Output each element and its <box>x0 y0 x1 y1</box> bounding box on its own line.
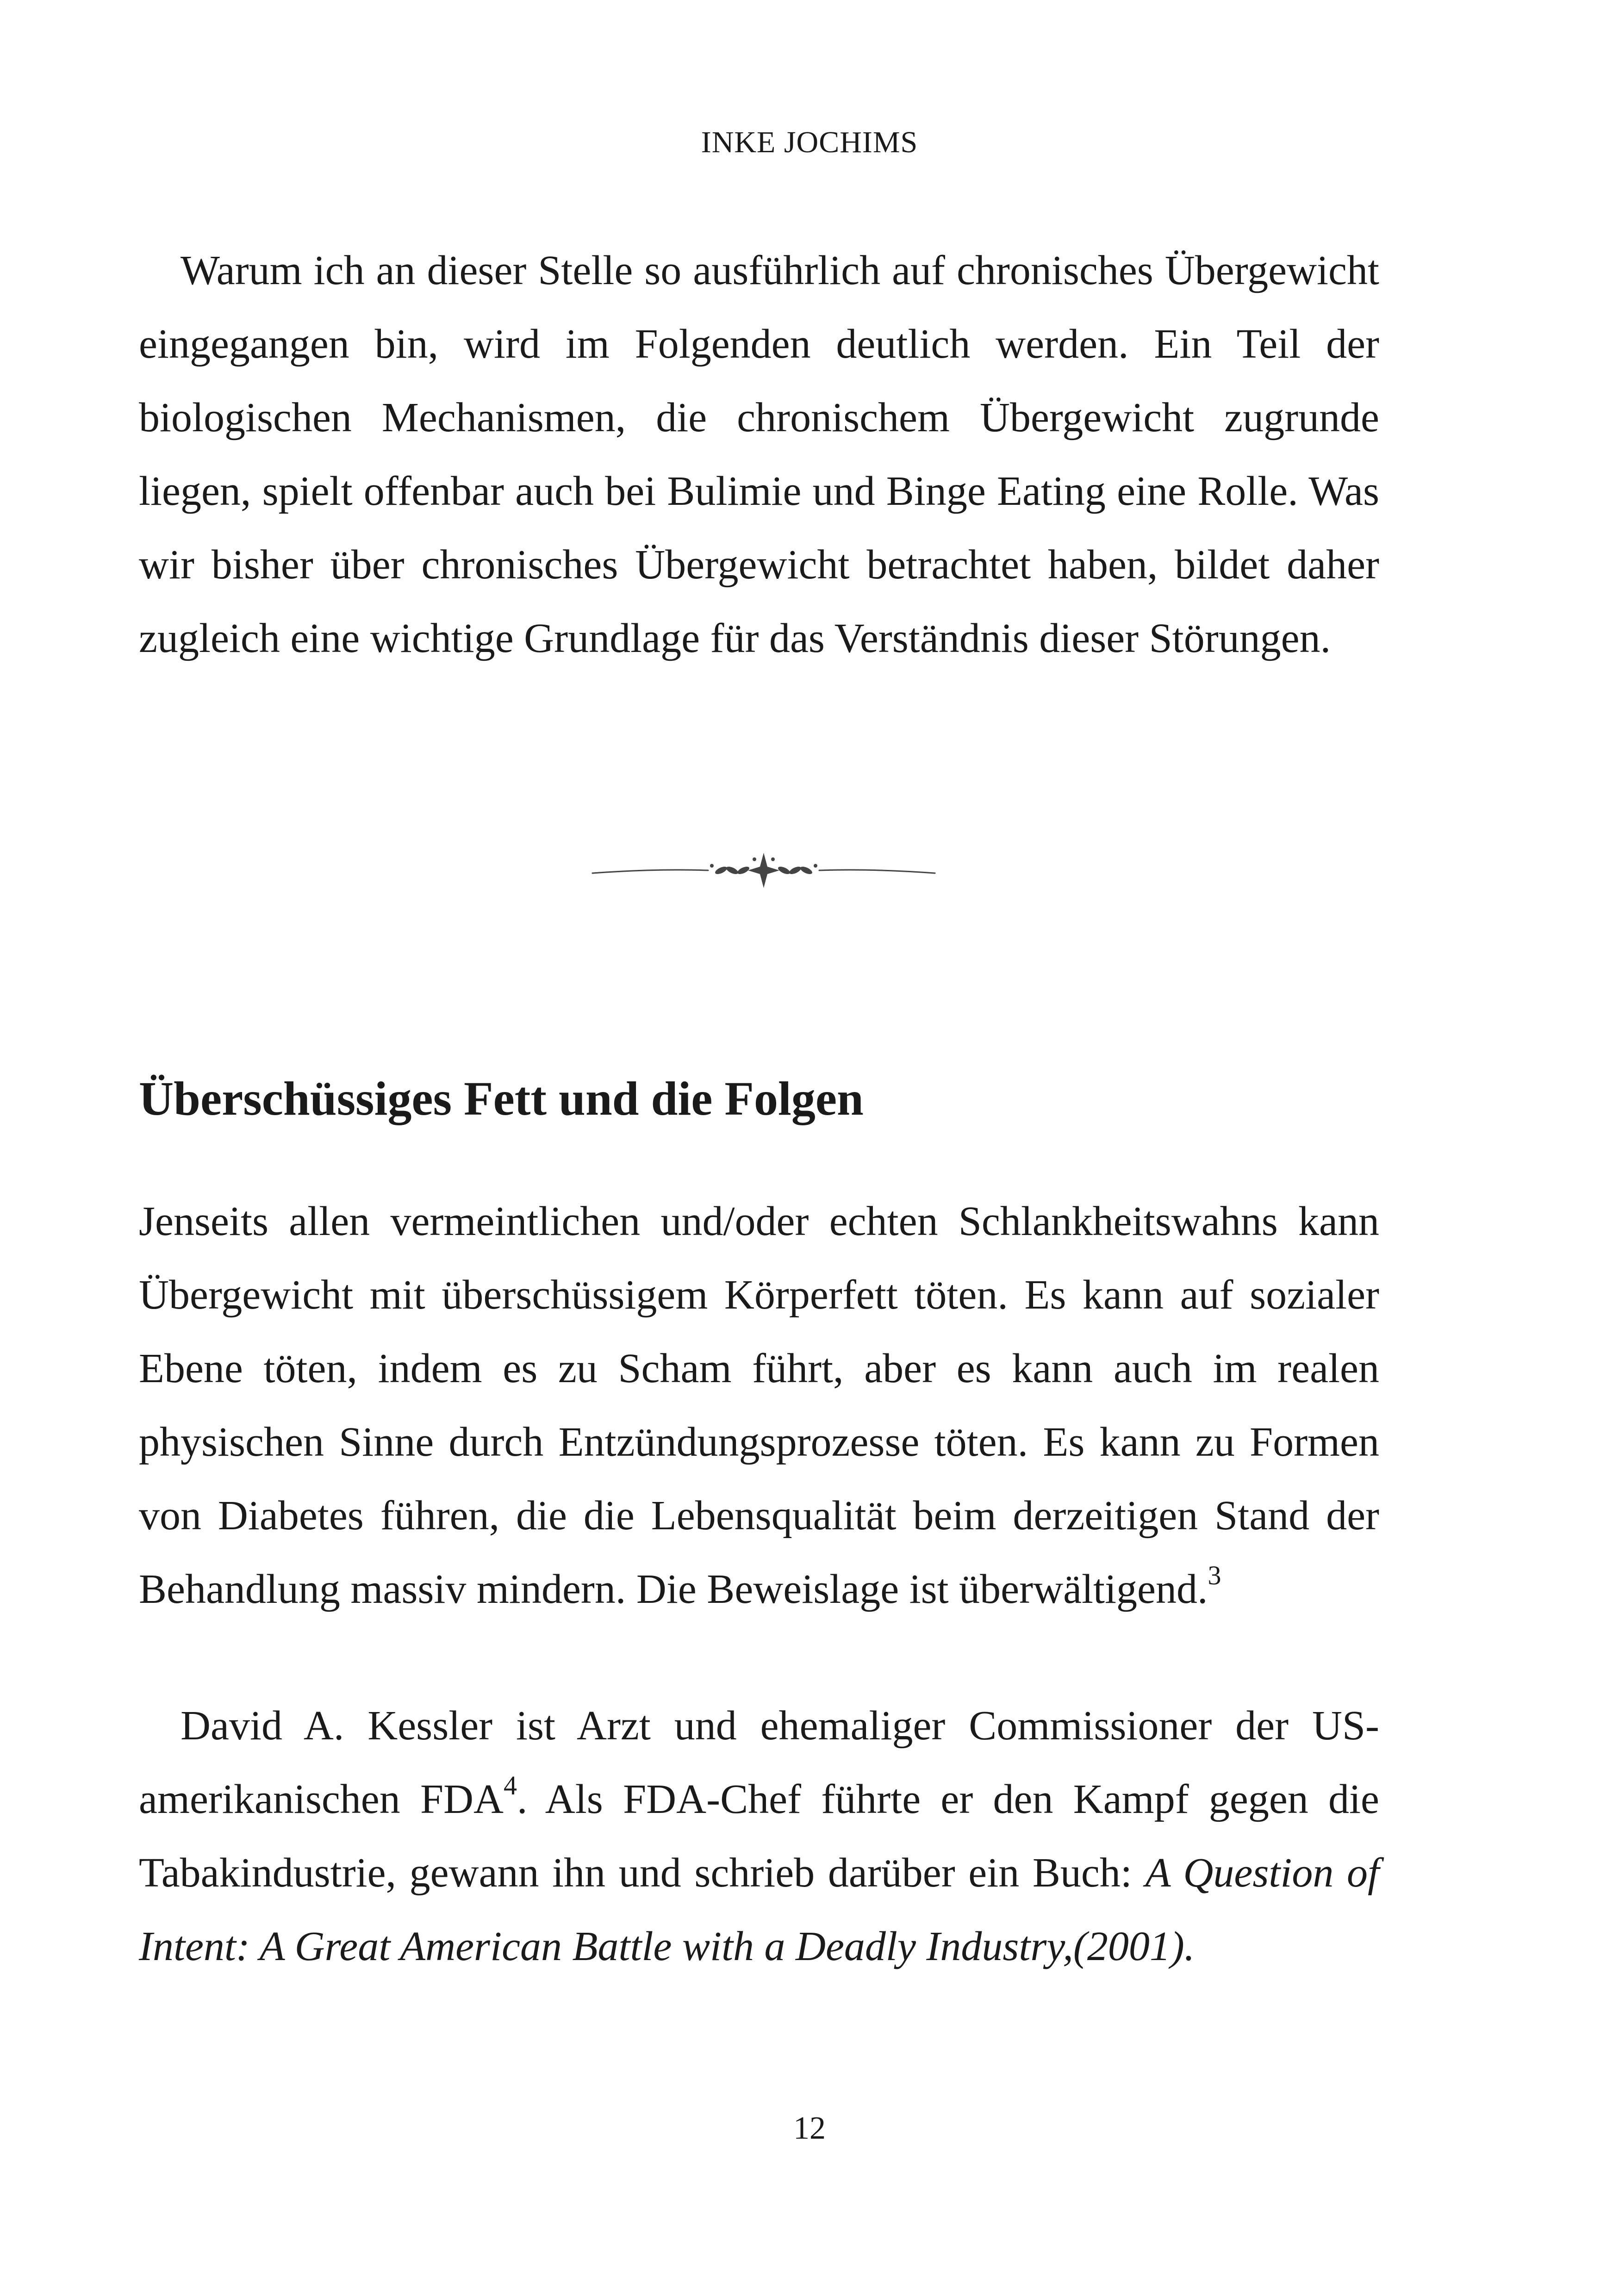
section-heading: Überschüssiges Fett und die Folgen <box>139 1072 864 1125</box>
book-title: A Question of Intent: A Great American Battle with a Deadly Industry,(2001). <box>139 1850 1379 1969</box>
footnote-ref-4[interactable]: 4 <box>504 1770 517 1800</box>
paragraph-body-1 <box>139 1185 1379 1626</box>
paragraph-body-2-text-a: David A. Kessler ist Arzt und ehemaliger Commissioner der US-amerikanischen FDA <box>139 1703 1379 1822</box>
footnote-ref-3[interactable]: 3 <box>1208 1560 1221 1590</box>
paragraph-body-2-text-b: . Als FDA-Chef führte er den Kampf gegen die Tabakindustrie, gewann ihn und schrieb darüber ein Buch: <box>139 1776 1379 1896</box>
running-head: INKE JOCHIMS <box>701 125 918 159</box>
paragraph-intro: Warum ich an dieser Stelle so ausführlich auf chronisches Übergewicht eingegangen bin, wird im Folgenden deutlich werden. Ein Teil der biologischen Mechanismen, die chronischem Übergewicht zugrunde liegen, spielt offenbar auch bei Bulimie und Binge Eating eine Rolle. Was wir bisher über chronisches Übergewicht betrachtet haben, bildet daher zugleich eine wichtige Grundlage für das Verständnis dieser Störungen. <box>139 248 1379 661</box>
floral-divider-icon <box>574 840 953 895</box>
paragraph-body-1-text: Jenseits allen vermeintlichen und/oder echten Schlankheitswahns kann Übergewicht mit überschüssigem Körperfett töten. Es kann auf sozialer Ebene töten, indem es zu Scham führt, aber es kann auch im realen physischen Sinne durch Entzündungsprozesse töten. Es kann zu Formen von Diabetes führen, die die Lebensqualität beim derzeitigen Stand der Behandlung massiv mindern. Die Beweislage ist überwältigend. <box>139 1198 1379 1612</box>
page-number: 12 <box>793 2110 826 2146</box>
paragraph-body-2 <box>139 1689 1379 1983</box>
